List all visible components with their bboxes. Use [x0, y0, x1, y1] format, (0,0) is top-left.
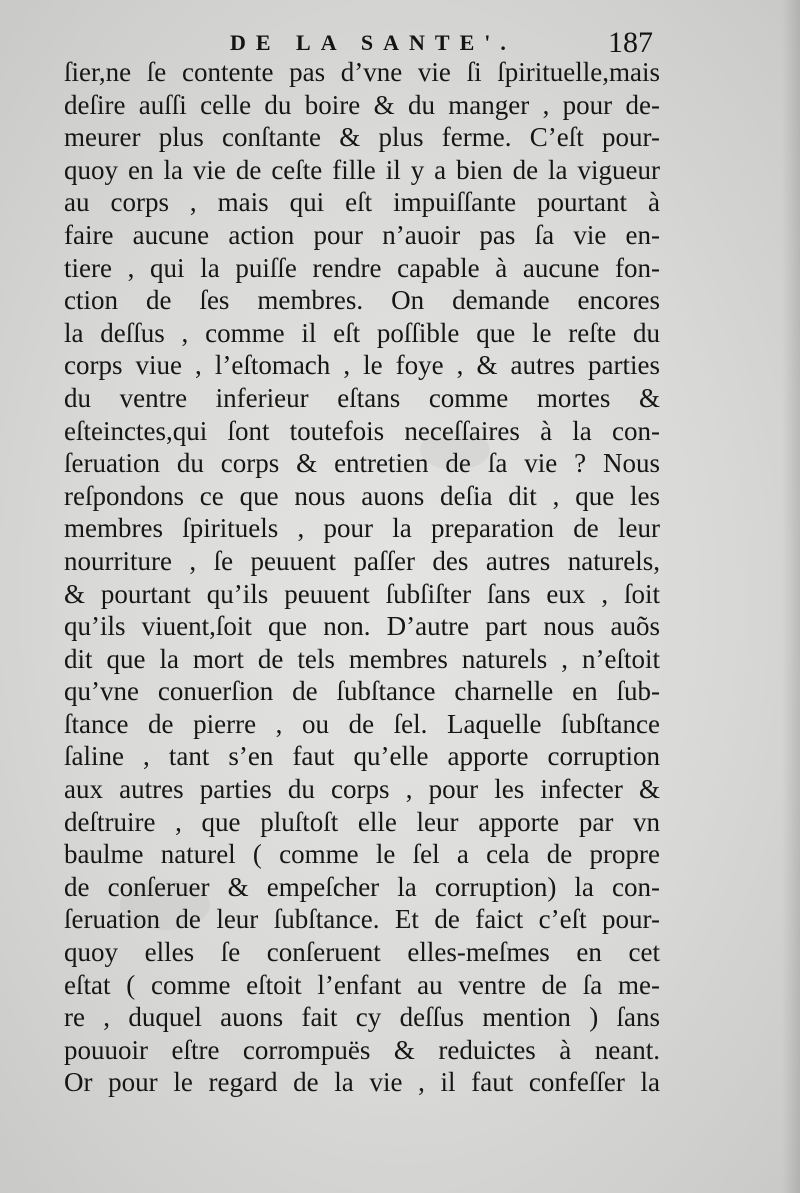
- text-line: eſtat ( comme eſtoit l’enfant au ventre de ſa me-: [64, 969, 660, 1000]
- text-line: Or pour le regard de la vie , il faut confeſſer la: [64, 1067, 660, 1098]
- text-line: deſire auſſi celle du boire & du manger , pour de-: [64, 89, 660, 120]
- text-line: re , duquel auons fait cy deſſus mention ) ſans: [64, 1002, 660, 1033]
- text-line: ction de ſes membres. On demande encores: [64, 285, 660, 316]
- text-line: tiere , qui la puiſſe rendre capable à aucune fon-: [64, 252, 660, 283]
- text-line: faire aucune action pour n’auoir pas ſa vie en-: [64, 219, 660, 250]
- text-line: qu’ils viuent,ſoit que non. D’autre part nous auõs: [64, 611, 660, 642]
- text-line: ſaline , tant s’en faut qu’elle apporte corruption: [64, 741, 660, 772]
- text-line: dit que la mort de tels membres naturels , n’eſtoit: [64, 643, 660, 674]
- text-line: de conſeruer & empeſcher la corruption) la con-: [64, 871, 660, 902]
- page-edge-shadow: [782, 0, 800, 1193]
- text-line: ſeruation du corps & entretien de ſa vie ? Nous: [64, 448, 660, 479]
- text-line: corps viue , l’eſtomach , le foye , & autres parties: [64, 350, 660, 381]
- text-line: du ventre inferieur eſtans comme mortes &: [64, 382, 660, 413]
- running-title: DE LA SANTE'.: [230, 30, 516, 55]
- text-line: quoy en la vie de ceſte fille il y a bien de la vigueur: [64, 154, 660, 185]
- text-line: & pourtant qu’ils peuuent ſubſiſter ſans eux , ſoit: [64, 578, 660, 609]
- text-line: ſtance de pierre , ou de ſel. Laquelle ſubſtance: [64, 708, 660, 739]
- text-line: quoy elles ſe conſeruent elles-meſmes en cet: [64, 937, 660, 968]
- text-line: la deſſus , comme il eſt poſſible que le reſte du: [64, 317, 660, 348]
- text-line: baulme naturel ( comme le ſel a cela de propre: [64, 839, 660, 870]
- text-line: eſteinctes,qui ſont toutefois neceſſaires à la con-: [64, 415, 660, 446]
- text-line: reſpondons ce que nous auons deſia dit , que les: [64, 480, 660, 511]
- text-line: au corps , mais qui eſt impuiſſante pourtant à: [64, 187, 660, 218]
- text-line: deſtruire , que pluſtoſt elle leur apporte par vn: [64, 806, 660, 837]
- text-line: nourriture , ſe peuuent paſſer des autres naturels,: [64, 545, 660, 576]
- text-line: ſier,ne ſe contente pas d’vne vie ſi ſpirituelle,mais: [64, 57, 660, 87]
- text-line: qu’vne conuerſion de ſubſtance charnelle en ſub-: [64, 676, 660, 707]
- text-line: meurer plus conſtante & plus ferme. C’eſt pour-: [64, 122, 660, 153]
- body-text: [64, 56, 660, 1099]
- text-line: pouuoir eſtre corrompuës & reduictes à neant.: [64, 1034, 660, 1065]
- text-line: ſeruation de leur ſubſtance. Et de faict c’eſt pour-: [64, 904, 660, 935]
- text-line: membres ſpirituels , pour la preparation de leur: [64, 513, 660, 544]
- page-number: 187: [608, 26, 653, 59]
- text-line: aux autres parties du corps , pour les infecter &: [64, 774, 660, 805]
